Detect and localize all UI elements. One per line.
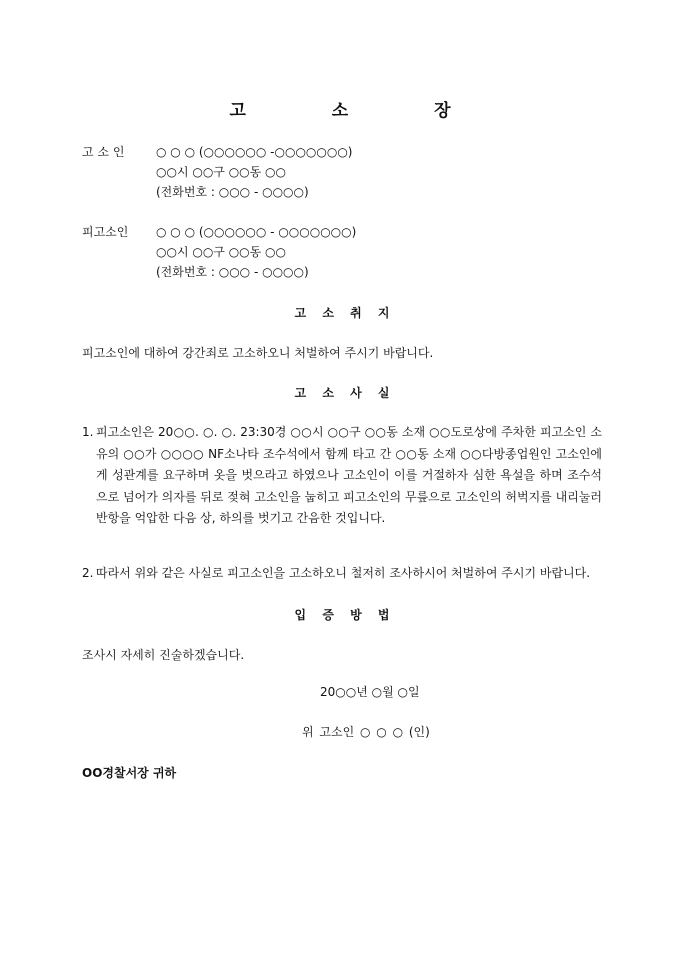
complainant-phone: (전화번호 : ○○○ - ○○○○) — [156, 185, 309, 199]
purpose-text: 피고소인에 대하여 강간죄로 고소하오니 처벌하여 주시기 바랍니다. — [82, 346, 434, 360]
addressee: OO경찰서장 귀하 — [82, 766, 177, 780]
defendant-address: ○○시 ○○구 ○○동 ○○ — [156, 245, 286, 259]
complainant-address: ○○시 ○○구 ○○동 ○○ — [156, 165, 286, 179]
fact-number: 1. — [82, 425, 94, 439]
complainant-details — [156, 142, 352, 202]
facts-heading: 고 소 사 실 — [294, 386, 396, 400]
fact-text: 피고소인은 20○○. ○. ○. 23:30경 ○○시 ○○구 ○○동 소재 ○○도로상에 주차한 피고소인 소유의 ○○가 ○○○○ NF소나타 조수석에서 함께 타고 간 ○○동 소재 ○○다방종업원인 고소인에게 성관계를 요구하며 옷을 벗으라고 하였으나 고소인이 이를 거절하자 심한 욕설을 하며 조수석으로 넘어가 의자를 뒤로 젖혀 고소인을 눕히고 피고소인의 무릎으로 고소인의 허벅지를 내리눌러 반항을 억압한 다음 상, 하의를 벗기고 간음한 것입니다. — [96, 425, 602, 526]
defendant-label: 피고소인 — [82, 225, 129, 239]
defendant-phone: (전화번호 : ○○○ - ○○○○) — [156, 265, 309, 279]
complainant-name-id: ○ ○ ○ (○○○○○○ -○○○○○○○) — [156, 145, 353, 159]
complainant-label: 고 소 인 — [82, 145, 125, 159]
fact-item — [82, 422, 602, 530]
fact-item — [82, 563, 602, 585]
defendant-details — [156, 222, 356, 282]
document-title: 고 소 장 — [229, 101, 491, 121]
evidence-text: 조사시 자세히 진술하겠습니다. — [82, 648, 245, 662]
filing-date: 20○○년 ○월 ○일 — [320, 685, 420, 699]
purpose-heading: 고 소 취 지 — [294, 306, 396, 320]
defendant-name-id: ○ ○ ○ (○○○○○○ - ○○○○○○○) — [156, 225, 357, 239]
fact-number: 2. — [82, 566, 94, 580]
evidence-heading: 입 증 방 법 — [294, 608, 396, 622]
fact-text: 따라서 위와 같은 사실로 피고소인을 고소하오니 철저히 조사하시어 처벌하여 주시기 바랍니다. — [96, 566, 591, 580]
signature-line: 위 고소인 ○ ○ ○ (인) — [302, 725, 430, 739]
